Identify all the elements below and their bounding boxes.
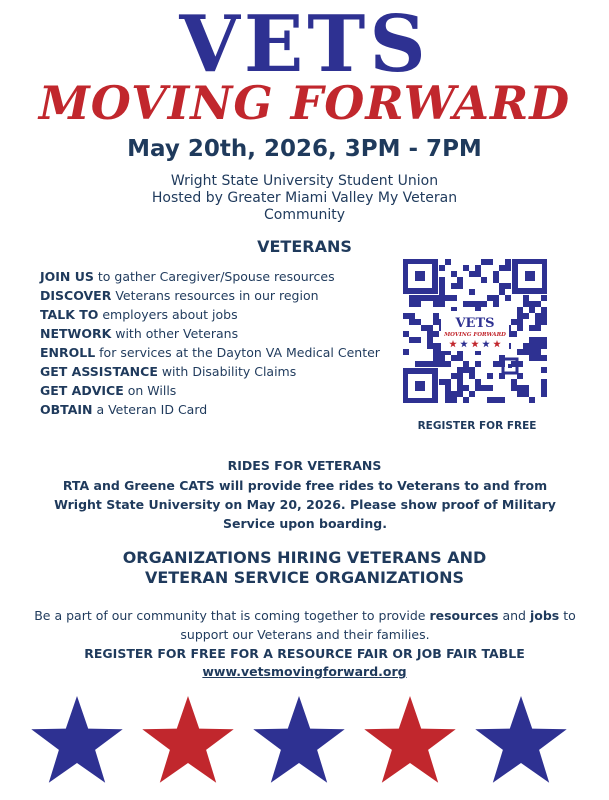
register-for-free-caption: REGISTER FOR FREE	[417, 420, 537, 432]
event-venue: Wright State University Student Union	[170, 173, 439, 189]
event-date-time: May 20th, 2026, 3PM - 7PM	[127, 136, 482, 162]
rides-heading: RIDES FOR VETERANS	[227, 458, 382, 473]
qr-logo-vets: VETS	[455, 316, 495, 331]
moving-forward-title: MOVING FORWARD	[38, 76, 571, 130]
qr-logo-moving-forward: MOVING FORWARD	[444, 332, 506, 338]
list-item: JOIN US to gather Caregiver/Spouse resources	[40, 269, 335, 284]
list-item: TALK TO employers about jobs	[40, 307, 238, 322]
list-item: ENROLL for services at the Dayton VA Medical Center	[40, 345, 380, 360]
organizations-heading	[0, 548, 609, 588]
veteran-activities-list	[40, 267, 400, 419]
list-item: NETWORK with other Veterans	[40, 326, 239, 341]
list-item: GET ADVICE on Wills	[40, 383, 177, 398]
registration-qr-code[interactable]	[403, 259, 547, 403]
community-description: Be a part of our community that is coming together to provide resources and jobs to support our Veterans and their families.	[34, 608, 576, 642]
star-icon	[31, 696, 122, 783]
star-icon	[253, 696, 344, 783]
register-table-callout: REGISTER FOR FREE FOR A RESOURCE FAIR OR JOB FAIR TABLE	[84, 646, 525, 661]
list-item: GET ASSISTANCE with Disability Claims	[40, 364, 297, 379]
list-item: OBTAIN a Veteran ID Card	[40, 402, 208, 417]
star-icon	[142, 696, 233, 783]
star-icon	[364, 696, 455, 783]
organizations-heading-line2: VETERAN SERVICE ORGANIZATIONS	[144, 568, 465, 587]
stars-row	[0, 678, 609, 800]
event-host: Hosted by Greater Miami Valley My Veteran	[151, 190, 458, 206]
event-host-continued: Community	[263, 207, 346, 223]
veterans-heading: VETERANS	[257, 237, 352, 256]
vets-title: VETS	[179, 0, 430, 90]
website-link[interactable]: www.vetsmovingforward.org	[202, 664, 407, 679]
rides-description: RTA and Greene CATS will provide free rides to Veterans to and from Wright State University on May 20, 2026. Please show proof of Military Service upon boarding.	[54, 478, 556, 531]
organizations-heading-line1: ORGANIZATIONS HIRING VETERANS AND	[122, 548, 487, 567]
list-item: DISCOVER Veterans resources in our region	[40, 288, 319, 303]
star-icon	[475, 696, 566, 783]
